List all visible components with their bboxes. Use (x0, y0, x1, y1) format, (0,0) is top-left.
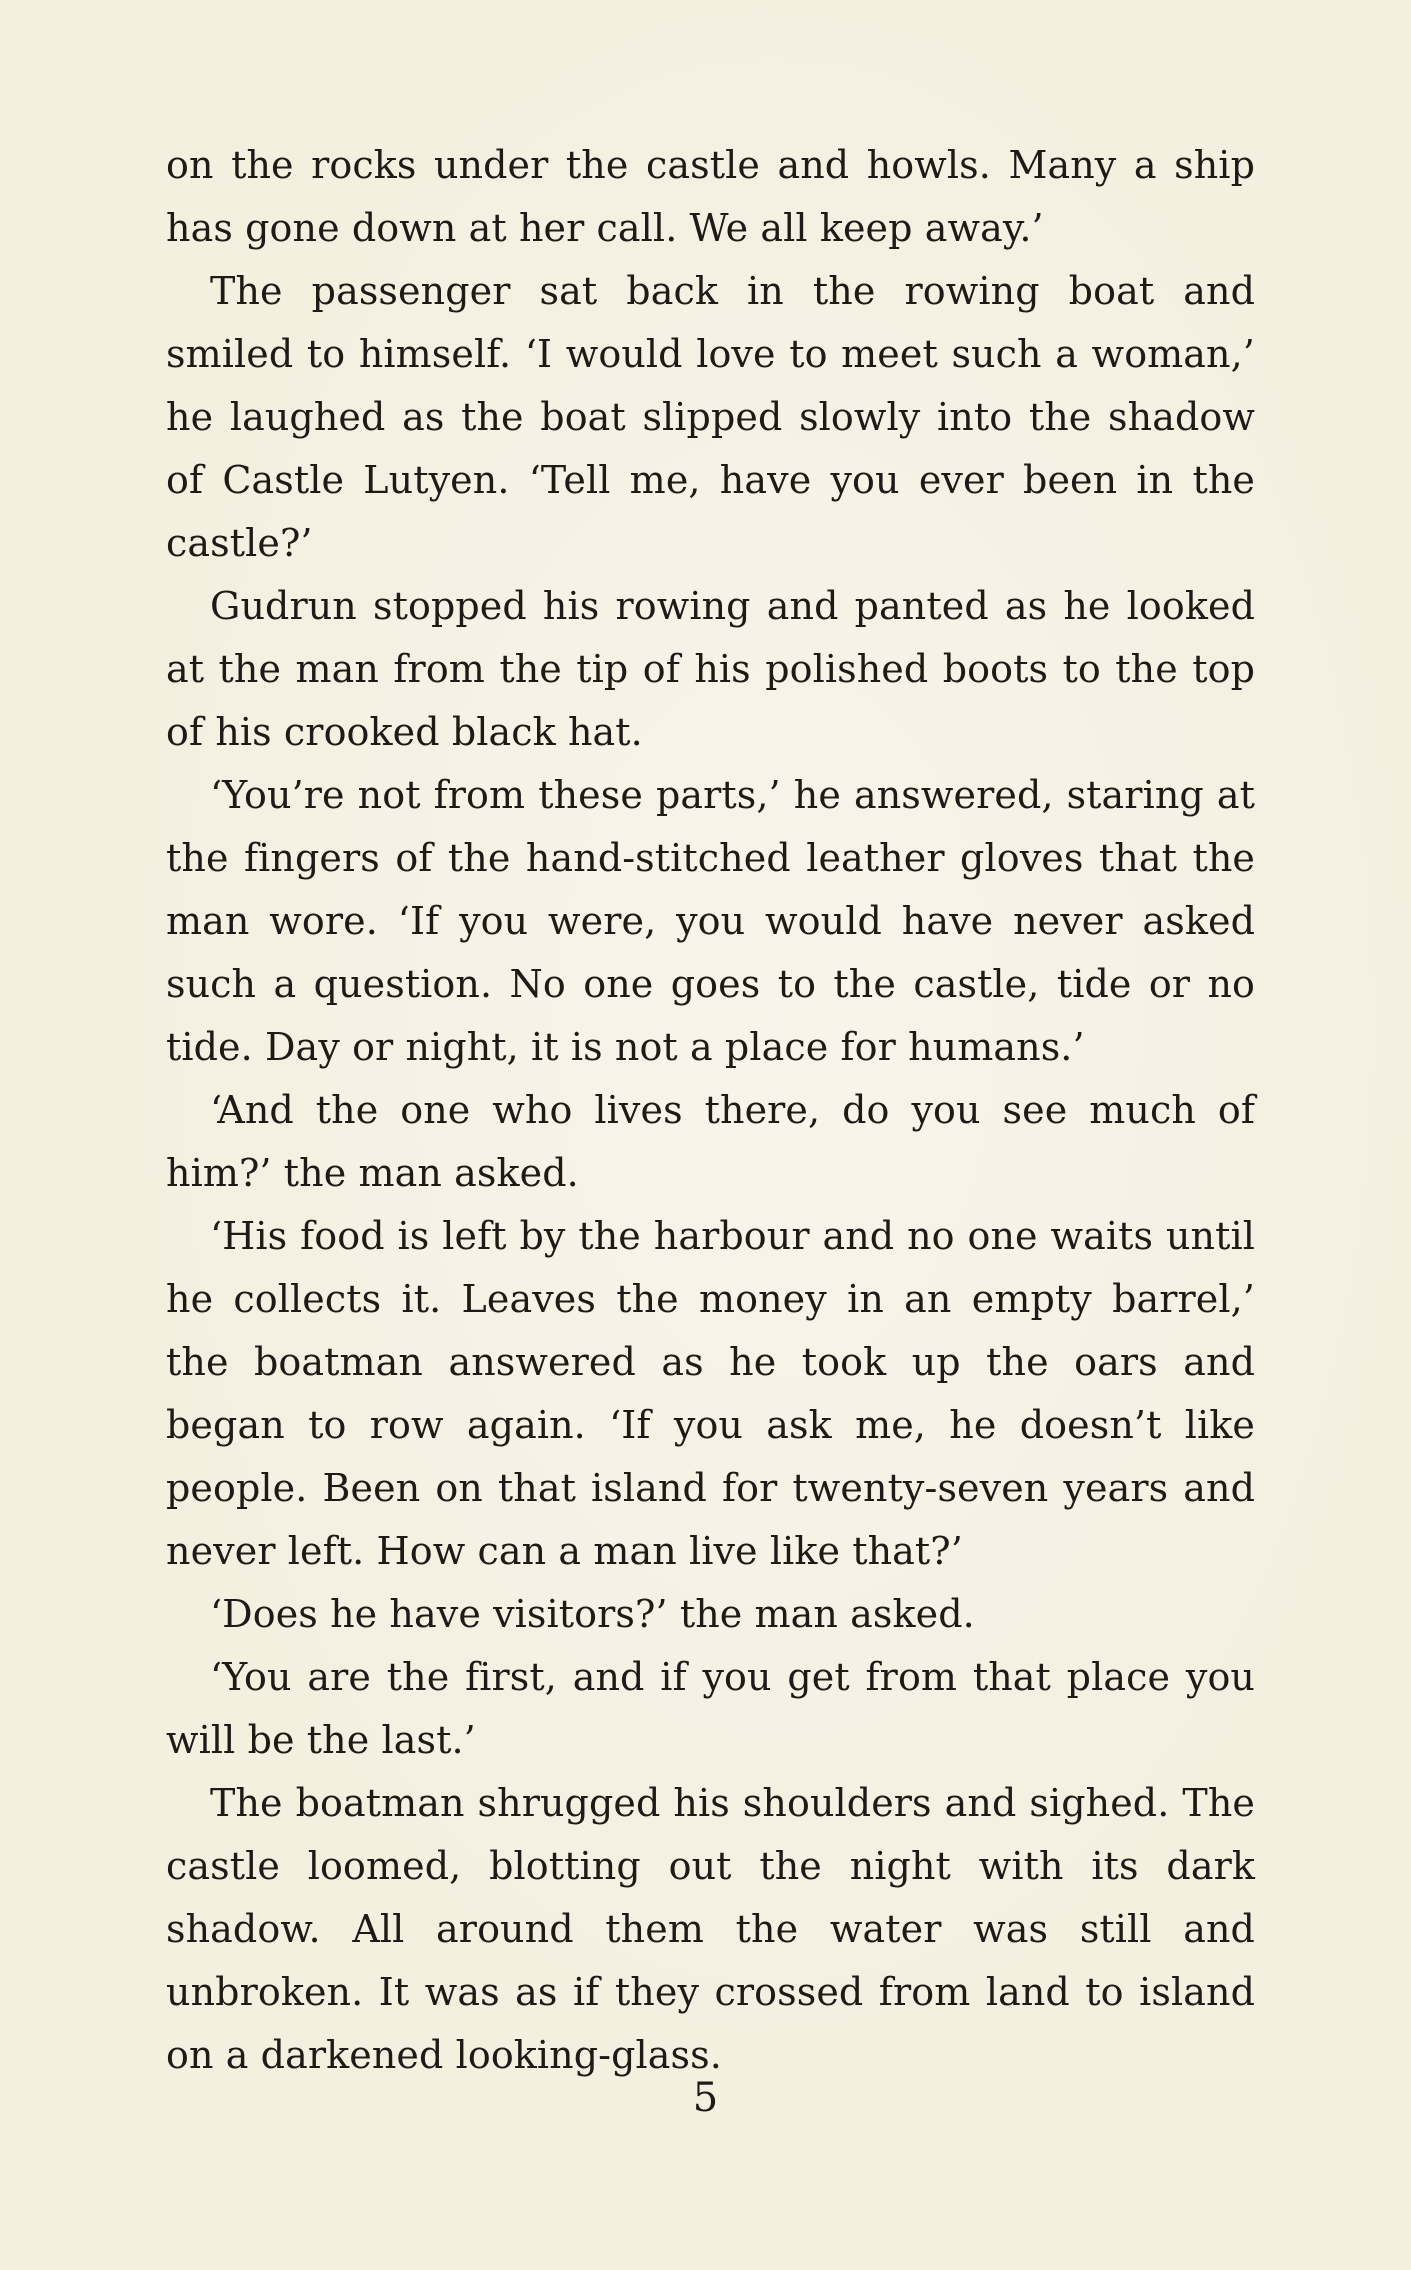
paragraph: The passenger sat back in the rowing boat and smiled to himself. ‘I would love to meet such a woman,’ he laughed as the boat slipped slowly into the shadow of Castle Lutyen. ‘Tell me, have you ever been in the castle?’ (166, 269, 1255, 565)
paragraph: ‘His food is left by the harbour and no one waits until he collects it. Leaves the money in an empty barrel,’ the boatman answered as he took up the oars and began to row again. ‘If you ask me, he doesn’t like people. Been on that island for twenty-seven years and never left. How can a man live like that?’ (166, 1214, 1255, 1573)
paragraph: ‘You are the first, and if you get from that place you will be the last.’ (166, 1655, 1255, 1762)
body-text (166, 134, 1255, 2087)
paragraph: ‘You’re not from these parts,’ he answered, staring at the fingers of the hand-stitched leather gloves that the man wore. ‘If you were, you would have never asked such a question. No one goes to the castle, tide or no tide. Day or night, it is not a place for humans.’ (166, 773, 1255, 1069)
paragraph: ‘Does he have visitors?’ the man asked. (210, 1592, 975, 1636)
paragraph: Gudrun stopped his rowing and panted as he looked at the man from the tip of his polished boots to the top of his crooked black hat. (166, 584, 1255, 754)
paragraph: ‘And the one who lives there, do you see much of him?’ the man asked. (166, 1088, 1255, 1195)
paragraph: on the rocks under the castle and howls. Many a ship has gone down at her call. We all keep away.’ (166, 143, 1255, 250)
page-number: 5 (692, 2075, 719, 2121)
paragraph: The boatman shrugged his shoulders and sighed. The castle loomed, blotting out the night with its dark shadow. All around them the water was still and unbroken. It was as if they crossed from land to island on a darkened looking-glass. (166, 1781, 1255, 2077)
